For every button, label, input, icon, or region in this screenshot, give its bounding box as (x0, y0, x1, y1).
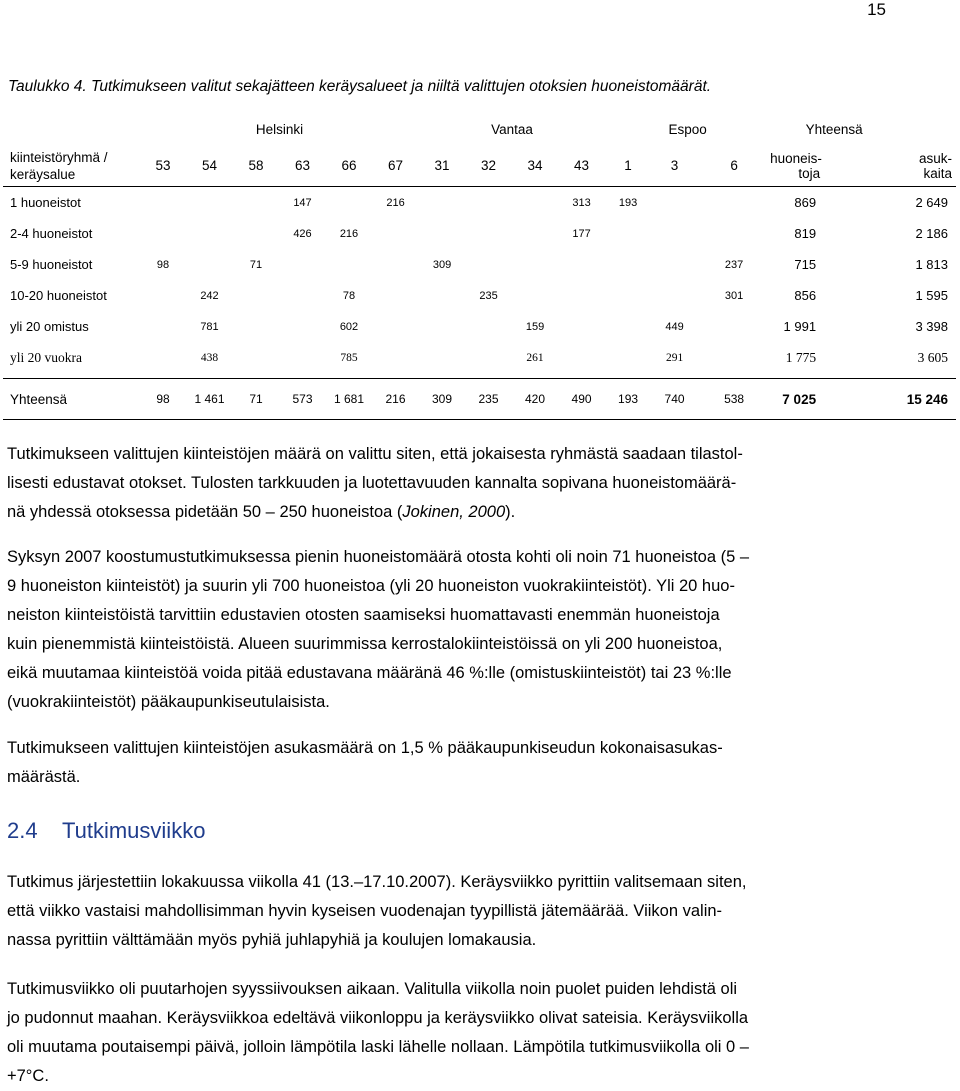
table-cell (465, 342, 512, 373)
page-number: 15 (867, 0, 886, 19)
table-cell: 438 (200, 351, 219, 364)
table-cell: 193 (618, 196, 638, 209)
text-line: jo pudonnut maahan. Keräysviikkoa edeltävä viikonloppu ja keräysviikko olivat sateisia. Keräysviikolla (7, 1009, 749, 1027)
table-cell: 193 (605, 379, 651, 420)
table-cell (186, 218, 233, 249)
area-code: 53 (155, 158, 171, 173)
table-cell: 159 (525, 320, 545, 333)
table-cell (140, 342, 186, 373)
total-residents: 2 186 (915, 226, 948, 241)
total-apartments: 1 991 (783, 319, 817, 334)
table-cell (558, 249, 605, 280)
table-cell: 538 (698, 379, 770, 420)
table-cell (279, 342, 326, 373)
table-cell: 309 (419, 379, 465, 420)
total-apartments: 1 775 (785, 349, 817, 365)
text-line: kuin pienemmistä kiinteistöistä. Alueen suurimmissa kerrostalokiinteistöissä on yli 200 huoneistoa, (7, 635, 723, 653)
table-cell (326, 187, 372, 219)
header-residents: asuk- kaita (918, 150, 952, 181)
table-cell: 1 461 (186, 379, 233, 420)
table-cell: 216 (372, 379, 419, 420)
table-cell (372, 311, 419, 342)
text-line: neiston kiinteistöistä tarvittiin edustavien otosten saamiseksi huomattavasti enemmän huoneistoja (7, 606, 720, 624)
table-caption: Taulukko 4. Tutkimukseen valitut sekajätteen keräysalueet ja niiltä valittujen otoksien huoneistomäärät. (8, 78, 712, 95)
table-cell (465, 218, 512, 249)
row-label: yli 20 omistus (10, 319, 89, 334)
text-line: määrästä. (7, 768, 81, 786)
table-cell: 490 (558, 379, 605, 420)
table-cell (512, 187, 558, 219)
area-code: 66 (341, 158, 357, 173)
text-line: Tutkimus järjestettiin lokakuussa viikolla 41 (13.–17.10.2007). Keräysviikko pyrittiin valitsemaan siten, (7, 873, 747, 891)
table-cell (372, 342, 419, 373)
table-cell (512, 249, 558, 280)
table-cell (605, 280, 651, 311)
table-cell (465, 187, 512, 219)
table-cell: 420 (512, 379, 558, 420)
text-line: Tutkimukseen valittujen kiinteistöjen asukasmäärä on 1,5 % pääkaupunkiseudun kokonaisasukas- (7, 739, 723, 757)
section-heading (7, 818, 205, 844)
table-cell (605, 249, 651, 280)
table-cell: 291 (665, 351, 684, 364)
table-cell (186, 187, 233, 219)
table-cell (698, 311, 770, 342)
table-row (3, 379, 956, 420)
group-vantaa: Vantaa (491, 122, 533, 137)
table-cell (140, 187, 186, 219)
paragraph (7, 975, 897, 1091)
table-cell: 301 (724, 289, 744, 302)
text-line: +7°C. (7, 1067, 49, 1085)
table-cell: 147 (293, 196, 312, 209)
table-cell (651, 249, 698, 280)
table-cell (233, 342, 279, 373)
table-cell (233, 280, 279, 311)
table-row (3, 218, 956, 249)
table-cell (605, 311, 651, 342)
table-cell (558, 342, 605, 373)
paragraph (7, 734, 897, 792)
table-cell (140, 218, 186, 249)
group-helsinki: Helsinki (255, 122, 304, 137)
table-cell (233, 187, 279, 219)
table-cell: 216 (339, 227, 359, 240)
text-line: Tutkimukseen valittujen kiinteistöjen määrä on valittu siten, että jokaisesta ryhmästä saadaan tilastol- (7, 445, 743, 463)
text-line: eikä muutamaa kiinteistöä voida pitää edustavana määränä 46 %:lle (omistuskiinteistöt) tai 23 %:lle (7, 664, 732, 682)
table-cell (651, 280, 698, 311)
table-cell: 216 (386, 196, 405, 209)
text-line: oli muutama poutaisempi päivä, jolloin lämpötila laski lähelle nollaan. Lämpötila tutkimusviikolla oli 0 – (7, 1038, 749, 1056)
text-line: ). (505, 503, 516, 521)
table-cell: 261 (526, 351, 544, 364)
table-cell (605, 342, 651, 373)
row-label: 5-9 huoneistot (10, 257, 93, 272)
heading-title: Tutkimusviikko (62, 818, 206, 843)
table-cell: 237 (724, 258, 744, 271)
table-cell (279, 249, 326, 280)
total-apartments: 715 (794, 257, 817, 272)
table-cell: 785 (340, 351, 358, 364)
area-code: 3 (670, 158, 679, 173)
area-code: 67 (387, 158, 404, 173)
area-code: 34 (527, 158, 543, 173)
table-cell: 177 (572, 227, 591, 240)
heading-number: 2.4 (7, 818, 38, 843)
table-cell: 573 (279, 379, 326, 420)
data-table (3, 114, 956, 420)
table-cell (372, 249, 419, 280)
text-line: Syksyn 2007 koostumustutkimuksessa pienin huoneistomäärä otosta kohti oli noin 71 huoneistoa (5 – (7, 548, 750, 566)
total-residents: 3 398 (915, 319, 948, 334)
table-cell (419, 280, 465, 311)
table-cell: 1 681 (326, 379, 372, 420)
table-cell (419, 218, 465, 249)
table-row (3, 342, 956, 373)
table-cell (558, 280, 605, 311)
area-code: 54 (201, 158, 218, 173)
text-line: nä yhdessä otoksessa pidetään 50 – 250 huoneistoa ( (7, 503, 403, 521)
table-cell (140, 280, 186, 311)
total-residents: 2 649 (915, 195, 948, 210)
table-cell (140, 311, 186, 342)
table-cell: 426 (293, 227, 312, 240)
table-cell (233, 218, 279, 249)
row-label: yli 20 vuokra (10, 349, 82, 365)
table-cell: 449 (665, 320, 684, 333)
table-cell (419, 311, 465, 342)
table-cell: 313 (572, 196, 591, 209)
table-cell (512, 280, 558, 311)
table-cell (605, 218, 651, 249)
table-cell: 98 (140, 379, 186, 420)
row-label: 10-20 huoneistot (10, 288, 107, 303)
text-line: 9 huoneiston kiinteistöt) ja suurin yli 700 huoneistoa (yli 20 huoneiston vuokrakiinteistöt). Yli 20 huo- (7, 577, 735, 595)
table-cell: 242 (200, 289, 219, 302)
table-cell (372, 280, 419, 311)
area-code: 58 (248, 158, 264, 173)
table-cell: 309 (432, 258, 452, 271)
row-label: 2-4 huoneistot (10, 226, 93, 241)
area-code: 32 (481, 158, 497, 173)
table-cell (512, 218, 558, 249)
table-row (3, 249, 956, 280)
text-line: lisesti edustavat otokset. Tulosten tarkkuuden ja luotettavuuden kannalta sopivana huoneistomäärä- (7, 474, 737, 492)
table-cell: 98 (156, 258, 170, 271)
total-residents: 1 595 (915, 288, 948, 303)
table-cell: 71 (233, 379, 279, 420)
table-cell (651, 187, 698, 219)
header-apartments: huoneis- toja (770, 150, 822, 181)
table-cell (326, 249, 372, 280)
citation: Jokinen, 2000 (402, 503, 506, 521)
row-label: 1 huoneistot (10, 195, 81, 210)
area-code: 63 (294, 158, 311, 173)
group-total: Yhteensä (805, 122, 863, 137)
table-row (3, 187, 956, 219)
area-code: 43 (574, 158, 590, 173)
table-cell (419, 187, 465, 219)
table-row (3, 311, 956, 342)
table-cell (558, 311, 605, 342)
table-cell (279, 311, 326, 342)
table-cell: 235 (465, 379, 512, 420)
paragraph (7, 440, 897, 527)
text-line: että viikko vastaisi mahdollisimman hyvin kyseisen vuodenajan tyypillistä jätemäärää. Viikon valin- (7, 902, 723, 920)
row-label: Yhteensä (3, 379, 140, 420)
table-cell: 235 (479, 289, 498, 302)
table-cell (698, 218, 770, 249)
total-residents: 3 605 (917, 349, 948, 365)
paragraph (7, 868, 897, 955)
table-cell (419, 342, 465, 373)
table-cell: 71 (249, 258, 263, 271)
text-line: (vuokrakiinteistöt) pääkaupunkiseutulaisista. (7, 693, 330, 711)
table-cell (698, 187, 770, 219)
row-label-header: kiinteistöryhmä / keräysalue (10, 149, 108, 182)
area-code: 1 (624, 158, 632, 173)
text-line: Tutkimusviikko oli puutarhojen syyssiivouksen aikaan. Valitulla viikolla noin puolet puiden lehdistä oli (7, 980, 738, 998)
total-apartments: 819 (794, 226, 817, 241)
table-cell: 740 (651, 379, 698, 420)
table-cell: 602 (339, 320, 359, 333)
total-apartments: 7 025 (770, 379, 824, 420)
table-cell (233, 311, 279, 342)
total-apartments: 869 (794, 195, 817, 210)
table-cell (698, 342, 770, 373)
text-line: nassa pyrittiin välttämään myös pyhiä juhlapyhiä ja koulujen lomakausia. (7, 931, 537, 949)
total-residents: 1 813 (915, 257, 948, 272)
paragraph (7, 543, 897, 717)
group-espoo: Espoo (668, 122, 707, 137)
total-apartments: 856 (794, 288, 817, 303)
area-code: 31 (434, 158, 450, 173)
table-row (3, 280, 956, 311)
table-cell (465, 249, 512, 280)
area-code: 6 (730, 158, 738, 173)
table-cell (465, 311, 512, 342)
table-cell (186, 249, 233, 280)
table-cell (651, 218, 698, 249)
table-cell (372, 218, 419, 249)
table-cell (279, 280, 326, 311)
total-residents: 15 246 (824, 379, 956, 420)
table-cell: 781 (200, 320, 219, 333)
table-cell: 78 (342, 289, 356, 302)
